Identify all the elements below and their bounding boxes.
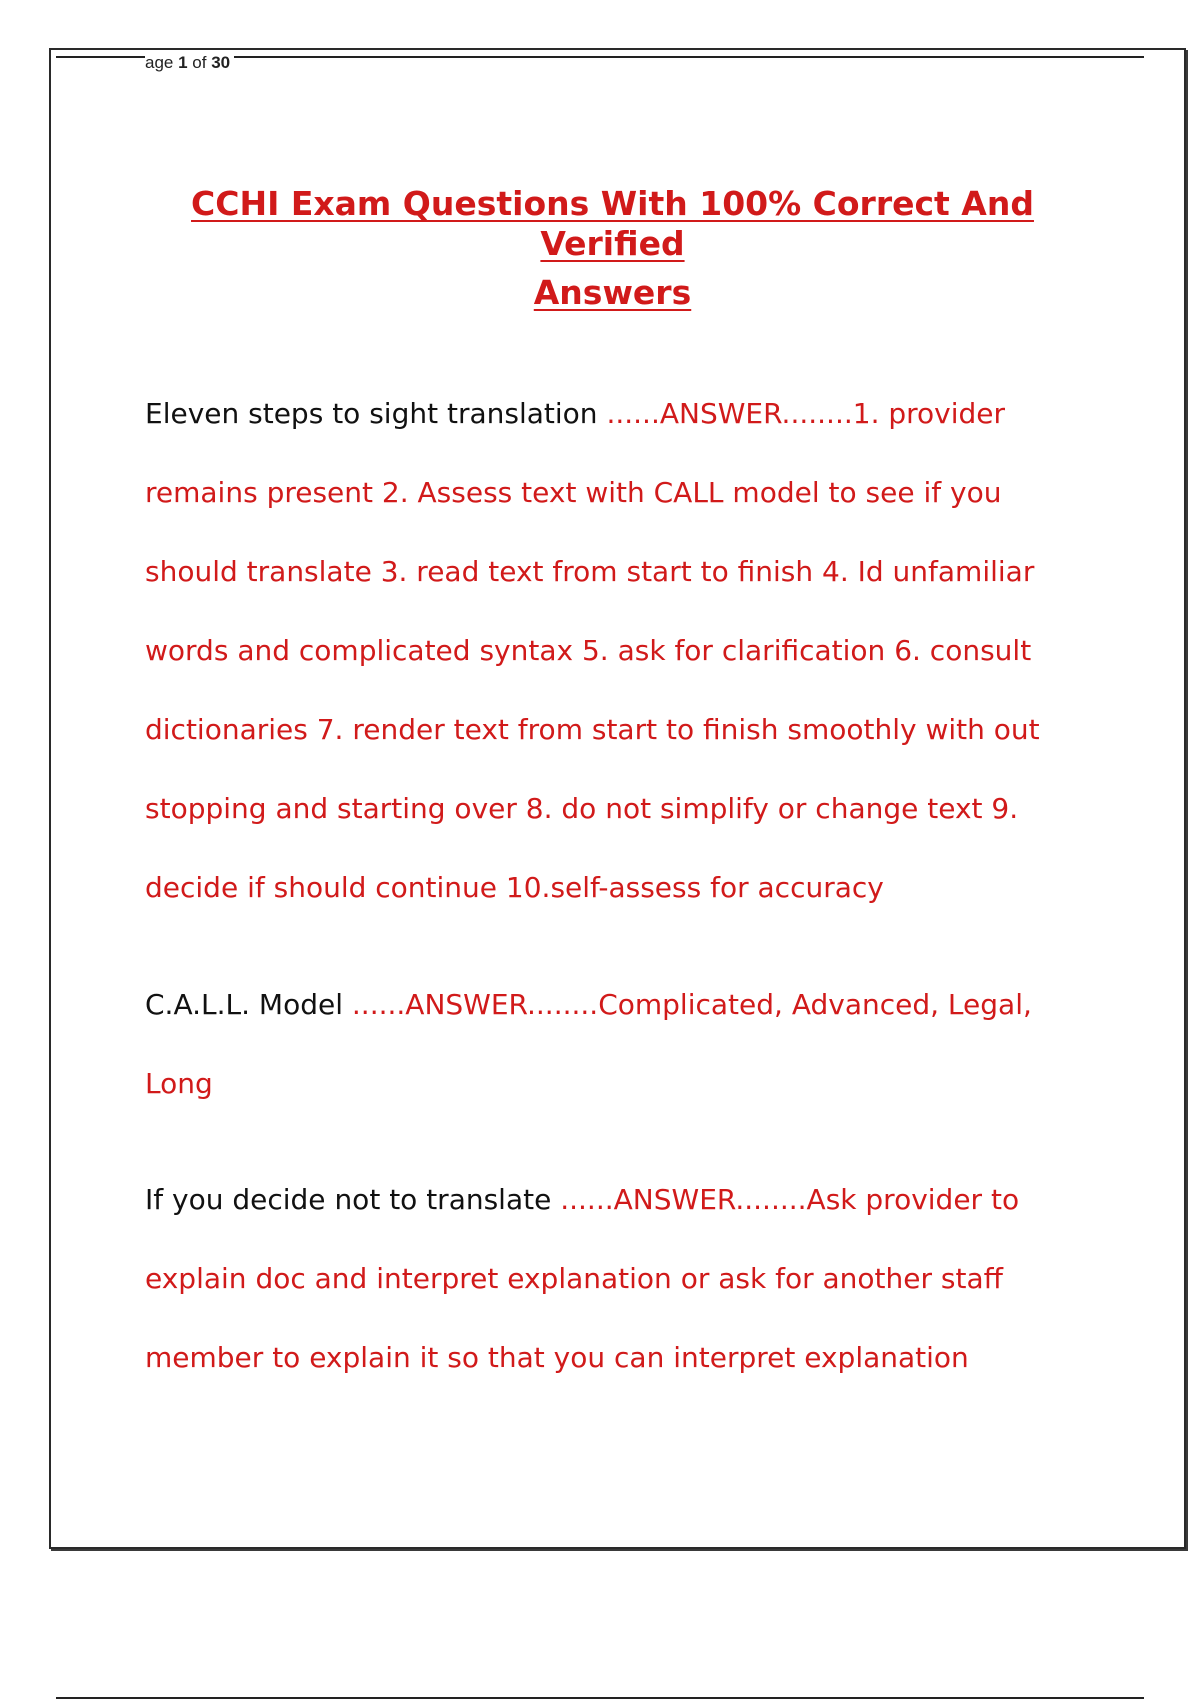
page-number-of: of (187, 53, 212, 72)
qa-answer: ......ANSWER........Complicated, Advanced, Legal, Long (145, 988, 1032, 1100)
document-title-line-2: Answers (533, 273, 692, 312)
qa-answer: ......ANSWER........Ask provider to explain doc and interpret explanation or ask for another staff member to explain it so that you can interpret explanation (145, 1183, 1020, 1374)
document-title-line-1: CCHI Exam Questions With 100% Correct And Verified (191, 184, 1034, 263)
qa-answer: ......ANSWER........1. provider remains present 2. Assess text with CALL model to see if you should translate 3. read text from start to finish 4. Id unfamiliar words and complicated syntax 5. ask for clarification 6. consult dictionaries 7. render text from start to finish smoothly with out stopping and starting over 8. do not simplify or change text 9. decide if should continue 10.self-assess for accuracy (145, 397, 1040, 904)
qa-question: Eleven steps to sight translation (145, 397, 607, 430)
qa-item-sight-translation (145, 374, 1085, 927)
bottom-rule (56, 1697, 1144, 1699)
qa-question: C.A.L.L. Model (145, 988, 352, 1021)
page-number (145, 52, 234, 74)
qa-item-not-translate (145, 1160, 1085, 1397)
qa-question: If you decide not to translate (145, 1183, 561, 1216)
page-number-prefix: age (145, 53, 179, 72)
page-number-current: 1 (178, 53, 188, 72)
page-number-total: 30 (211, 53, 231, 72)
qa-item-call-model (145, 965, 1085, 1123)
